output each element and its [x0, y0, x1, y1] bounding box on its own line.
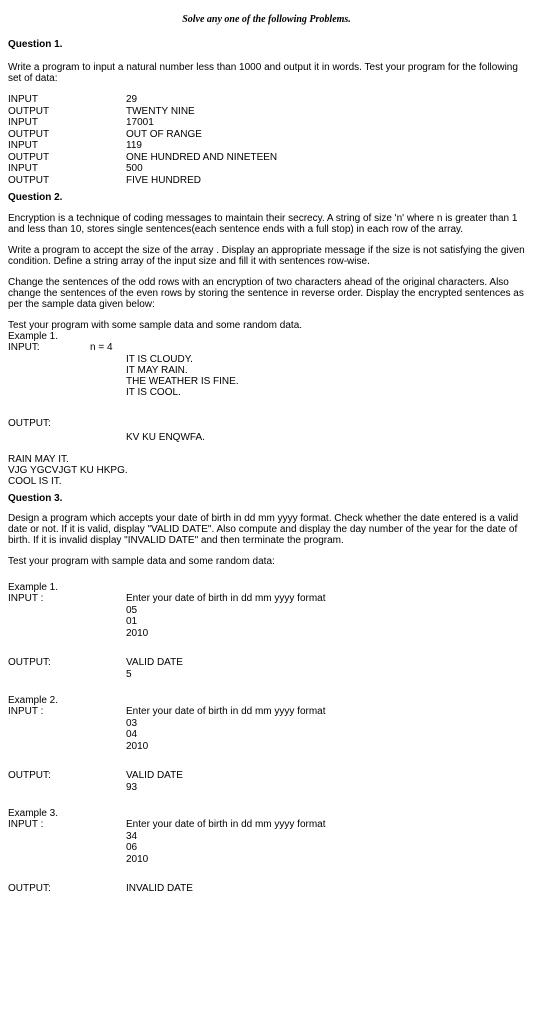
input-line: 2010 [126, 627, 149, 639]
output-line: VALID DATE [126, 770, 183, 781]
question-3-description: Design a program which accepts your date of birth in dd mm yyyy format. Check whether the date entered is a valid date or not. If it is valid, display "VALID DATE". Also compute and display the day number of the year for the date of birth. If it is invalid display "INVALID DATE" and then terminate the program. [8, 513, 519, 546]
io-label: OUTPUT [8, 105, 50, 117]
io-label: INPUT [8, 94, 38, 105]
input-line: Enter your date of birth in dd mm yyyy format [126, 593, 326, 604]
input-line: 01 [126, 616, 138, 627]
io-row [8, 117, 526, 129]
io-row [8, 163, 526, 175]
input-lines [126, 706, 526, 752]
input-label: INPUT : [8, 593, 44, 604]
example-input-row [8, 706, 526, 752]
input-sentence: THE WEATHER IS FINE. [126, 376, 239, 387]
io-value: 29 [126, 94, 138, 105]
output-line: 93 [126, 781, 138, 793]
question-2-output-lines [8, 454, 526, 487]
input-sentence: IT IS COOL. [126, 387, 181, 398]
io-label: OUTPUT [8, 128, 50, 140]
io-value: FIVE HUNDRED [126, 174, 202, 186]
io-row [8, 106, 526, 118]
io-value: 119 [126, 140, 142, 151]
page-heading: Solve any one of the following Problems. [182, 14, 351, 25]
io-value: OUT OF RANGE [126, 128, 202, 140]
question-2-paragraph-1: Encryption is a technique of coding messages to maintain their secrecy. A string of size 'n' where n is greater than 1 and less than 10, stores single sentences(each sentence ends with a full stop) in each row of the array. [8, 213, 518, 235]
input-lines [126, 819, 526, 865]
question-1-io-table [8, 94, 526, 186]
question-2-input-row [8, 342, 526, 353]
question-2-title: Question 2. [8, 192, 63, 203]
io-value: 500 [126, 163, 143, 174]
question-2-paragraph-2: Write a program to accept the size of the array . Display an appropriate message if the size is not satisfying the given condition. Define a string array of the input size and fill it with sentences row-wise. [8, 245, 525, 267]
input-line: 03 [126, 717, 138, 729]
output-sentence: VJG YGCVJGT KU HKPG. [8, 465, 128, 476]
question-1-description: Write a program to input a natural number less than 1000 and output it in words. Test your program for the following set of data: [8, 62, 518, 84]
io-label: INPUT [8, 117, 38, 128]
example-label: Example 3. [8, 808, 59, 819]
input-line: 06 [126, 842, 138, 853]
io-label: INPUT [8, 140, 38, 151]
output-line: INVALID DATE [126, 883, 193, 894]
input-line: 2010 [126, 740, 149, 752]
output-sentence: RAIN MAY IT. [8, 454, 69, 465]
output-label: OUTPUT: [8, 657, 51, 668]
io-value: 17001 [126, 117, 154, 128]
io-label: OUTPUT [8, 151, 50, 163]
io-row [8, 140, 526, 152]
example-output-row [8, 770, 526, 793]
io-row [8, 152, 526, 164]
example-3 [8, 808, 526, 895]
io-value: TWENTY NINE [126, 105, 195, 117]
question-1-title: Question 1. [8, 39, 63, 50]
output-lines [126, 657, 526, 680]
output-line: 5 [126, 668, 132, 680]
input-lines [126, 593, 526, 639]
io-row [8, 94, 526, 106]
example-input-row [8, 593, 526, 639]
example-output-row [8, 657, 526, 680]
input-sentence: IT MAY RAIN. [126, 365, 188, 376]
example-1 [8, 582, 526, 680]
input-line: 05 [126, 604, 138, 616]
n-value: n = 4 [90, 342, 113, 353]
output-lines [126, 770, 526, 793]
question-2-input-sentences [8, 354, 526, 398]
input-line: Enter your date of birth in dd mm yyyy format [126, 819, 326, 830]
io-row [8, 175, 526, 187]
example-input-row [8, 819, 526, 865]
example-2 [8, 695, 526, 793]
output-sentence: COOL IS IT. [8, 476, 62, 487]
example-output-row [8, 883, 526, 895]
output-line: VALID DATE [126, 657, 183, 668]
input-sentence: IT IS CLOUDY. [126, 354, 193, 365]
io-row [8, 129, 526, 141]
example-label: Example 2. [8, 695, 59, 706]
input-line: 34 [126, 830, 138, 842]
input-line: 2010 [126, 853, 149, 865]
example-label: Example 1. [8, 582, 59, 593]
question-2-output-label: OUTPUT: [8, 418, 51, 429]
io-label: OUTPUT [8, 174, 50, 186]
io-value: ONE HUNDRED AND NINETEEN [126, 151, 278, 163]
question-2-example-label: Example 1. [8, 331, 59, 342]
input-label: INPUT: [8, 342, 40, 353]
input-line: 04 [126, 729, 138, 740]
question-2-output-first: KV KU ENQWFA. [126, 432, 205, 443]
question-2-paragraph-3: Change the sentences of the odd rows with an encryption of two characters ahead of the original characters. Also change the sentences of the even rows by storing the sentence in reverse order. Display the encrypted sentences as per the sample data given below: [8, 277, 524, 310]
input-label: INPUT : [8, 706, 44, 717]
question-2-paragraph-4: Test your program with some sample data and some random data. [8, 320, 303, 331]
input-label: INPUT : [8, 819, 44, 830]
document-content [8, 39, 526, 895]
question-3-test-note: Test your program with sample data and some random data: [8, 556, 275, 567]
input-line: Enter your date of birth in dd mm yyyy format [126, 706, 326, 717]
output-lines [126, 883, 526, 895]
output-label: OUTPUT: [8, 770, 51, 781]
question-3-title: Question 3. [8, 493, 63, 504]
io-label: INPUT [8, 163, 38, 174]
output-label: OUTPUT: [8, 883, 51, 894]
